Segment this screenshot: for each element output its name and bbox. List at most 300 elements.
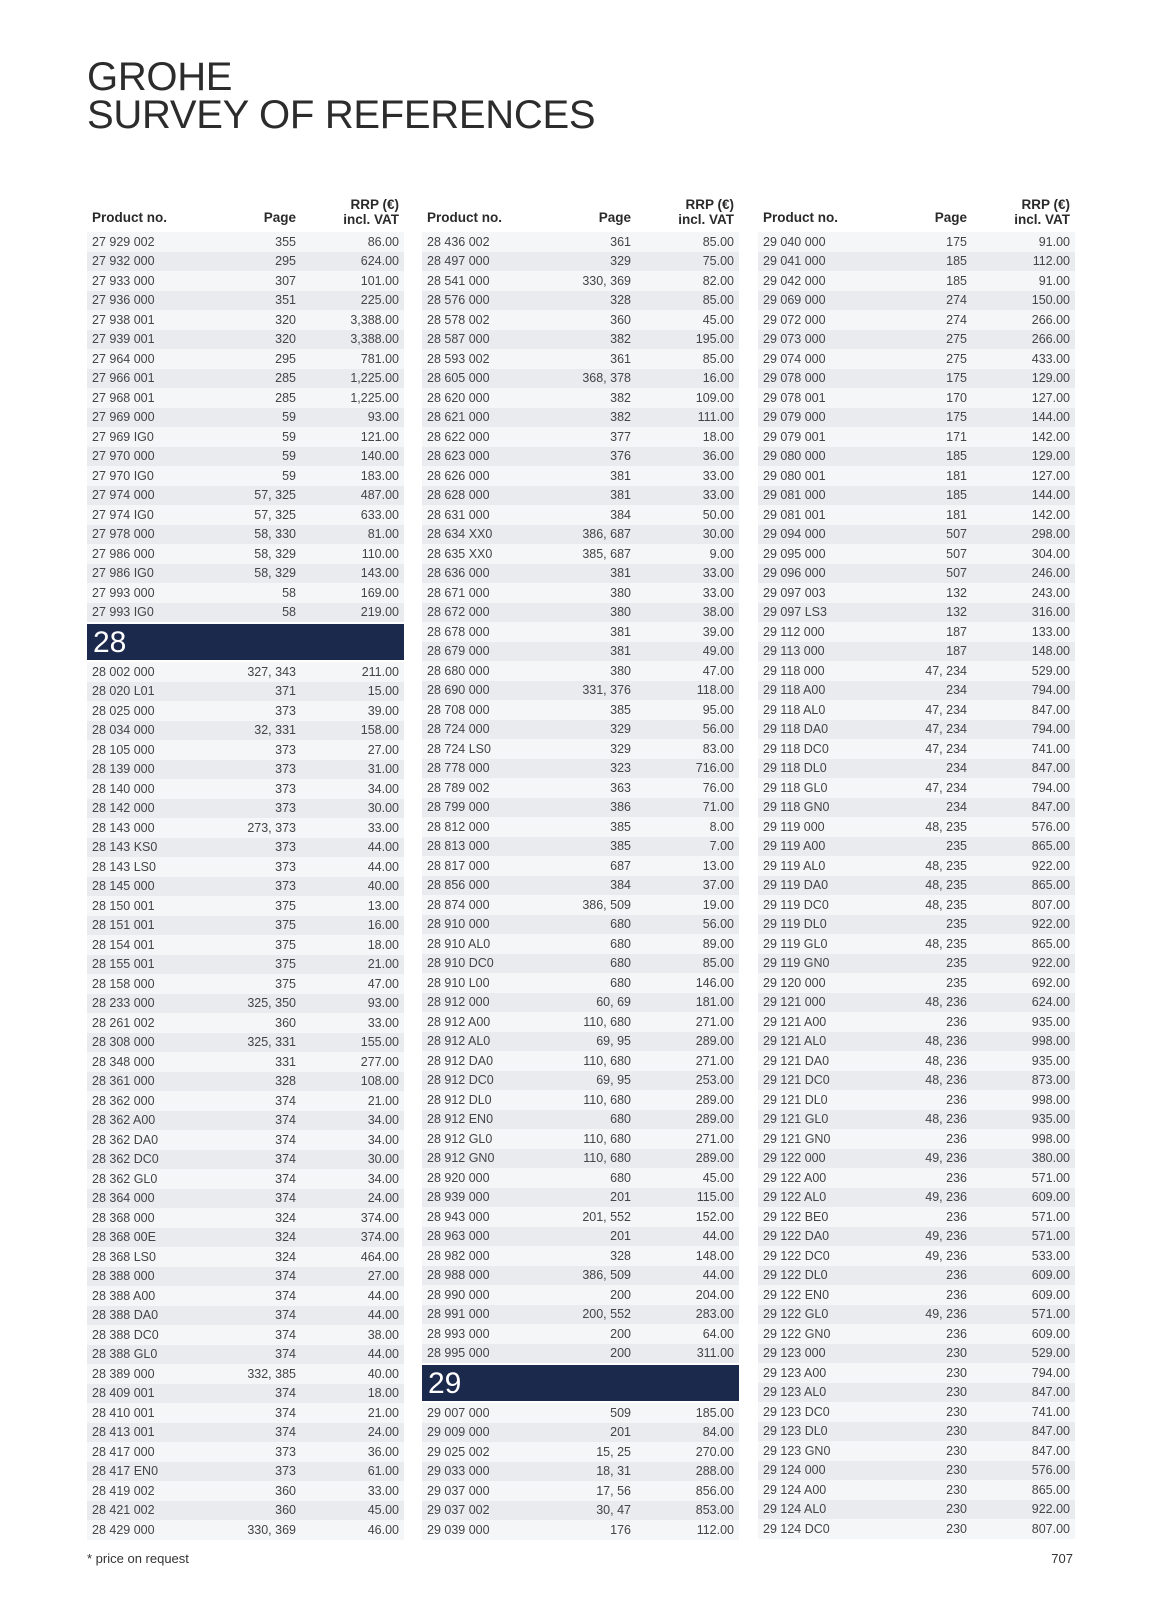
- product-no-cell: 29 122 DC0: [763, 1248, 830, 1263]
- page-cell: 275: [946, 351, 967, 366]
- page-cell: 48, 235: [925, 936, 967, 951]
- table-row: [87, 310, 404, 330]
- product-no-cell: 29 081 000: [763, 488, 826, 503]
- rrp-cell: 85.00: [702, 956, 734, 971]
- page-cell: 234: [946, 800, 967, 815]
- product-no-cell: 28 679 000: [427, 644, 490, 659]
- rrp-cell: 111.00: [697, 410, 734, 425]
- product-no-cell: 29 080 000: [763, 449, 826, 464]
- table-row: [422, 330, 739, 350]
- table-row: [87, 701, 404, 721]
- product-no-cell: 28 140 000: [92, 781, 155, 796]
- table-row: [422, 271, 739, 291]
- page-cell: 230: [946, 1482, 967, 1497]
- product-no-cell: 28 724 LS0: [427, 741, 491, 756]
- rrp-cell: 82.00: [702, 273, 734, 288]
- page-cell: 181: [946, 507, 967, 522]
- product-no-cell: 29 078 000: [763, 371, 826, 386]
- product-no-cell: 29 040 000: [763, 234, 826, 249]
- page-cell: 375: [275, 898, 296, 913]
- rrp-cell: 271.00: [695, 1053, 734, 1068]
- page-cell: 235: [946, 956, 967, 971]
- table-row: [87, 1189, 404, 1209]
- product-no-cell: 29 042 000: [763, 273, 826, 288]
- rrp-cell: 24.00: [367, 1425, 399, 1440]
- rrp-cell: 18.00: [702, 429, 734, 444]
- table-row: [422, 993, 739, 1013]
- page-cell: 273, 373: [247, 820, 296, 835]
- page-cell: 185: [946, 488, 967, 503]
- table-row: [758, 271, 1075, 291]
- product-no-cell: 29 007 000: [427, 1405, 490, 1420]
- product-no-cell: 29 122 EN0: [763, 1287, 830, 1302]
- page-cell: 375: [275, 918, 296, 933]
- product-no-cell: 29 073 000: [763, 332, 826, 347]
- product-no-cell: 29 123 GN0: [763, 1443, 831, 1458]
- rrp-cell: 873.00: [1031, 1073, 1070, 1088]
- rrp-cell: 33.00: [367, 1483, 399, 1498]
- rrp-cell: 75.00: [702, 254, 734, 269]
- page-cell: 385: [610, 819, 631, 834]
- page-cell: 274: [946, 293, 967, 308]
- table-row: [87, 1150, 404, 1170]
- rrp-cell: 609.00: [1031, 1326, 1070, 1341]
- product-no-cell: 28 410 001: [92, 1405, 155, 1420]
- page-cell: 373: [275, 703, 296, 718]
- page-cell: 235: [946, 975, 967, 990]
- product-no-cell: 29 037 000: [427, 1483, 490, 1498]
- rrp-cell: 865.00: [1031, 839, 1070, 854]
- page-cell: 386: [610, 800, 631, 815]
- product-no-cell: 28 308 000: [92, 1035, 155, 1050]
- product-no-cell: 28 912 GL0: [427, 1131, 493, 1146]
- page-cell: 385, 687: [582, 546, 631, 561]
- product-no-cell: 29 121 DA0: [763, 1053, 830, 1068]
- page-cell: 325, 350: [247, 996, 296, 1011]
- rrp-cell: 3,388.00: [350, 312, 399, 327]
- table-row: [422, 447, 739, 467]
- table-row: [758, 564, 1075, 584]
- header-rrp-line2: incl. VAT: [343, 212, 399, 227]
- product-no-cell: 28 939 000: [427, 1190, 490, 1205]
- rrp-cell: 998.00: [1031, 1131, 1070, 1146]
- page-cell: 181: [946, 468, 967, 483]
- product-no-cell: 29 118 000: [763, 663, 825, 678]
- rrp-cell: 270.00: [695, 1444, 734, 1459]
- rrp-cell: 935.00: [1031, 1112, 1070, 1127]
- product-no-cell: 28 910 L00: [427, 975, 490, 990]
- rrp-cell: 85.00: [702, 293, 734, 308]
- rrp-cell: 64.00: [702, 1326, 734, 1341]
- table-row: [422, 1188, 739, 1208]
- column-header: [87, 193, 404, 227]
- page-cell: 171: [946, 429, 967, 444]
- rrp-cell: 464.00: [360, 1249, 399, 1264]
- page-cell: 230: [946, 1424, 967, 1439]
- rrp-cell: 110.00: [361, 546, 399, 561]
- page-cell: 373: [275, 840, 296, 855]
- page-cell: 48, 236: [925, 995, 967, 1010]
- product-no-cell: 28 409 001: [92, 1386, 155, 1401]
- table-row: [758, 759, 1075, 779]
- rrp-cell: 487.00: [360, 488, 399, 503]
- table-row: [87, 1345, 404, 1365]
- table-row: [87, 1247, 404, 1267]
- page-cell: 381: [610, 644, 631, 659]
- product-no-cell: 29 094 000: [763, 527, 826, 542]
- page-cell: 361: [610, 351, 631, 366]
- table-row: [758, 1500, 1075, 1520]
- rrp-cell: 277.00: [360, 1054, 399, 1069]
- table-row: [758, 1383, 1075, 1403]
- rrp-cell: 624.00: [1031, 995, 1070, 1010]
- product-no-cell: 29 097 LS3: [763, 605, 827, 620]
- page-cell: 15, 25: [596, 1444, 631, 1459]
- product-no-cell: 28 621 000: [427, 410, 490, 425]
- table-row: [87, 877, 404, 897]
- table-row: [422, 720, 739, 740]
- table-row: [87, 682, 404, 702]
- table-row: [422, 973, 739, 993]
- page-cell: 49, 236: [925, 1190, 967, 1205]
- rrp-cell: 716.00: [695, 761, 734, 776]
- table-row: [758, 369, 1075, 389]
- table-row: [758, 427, 1075, 447]
- table-row: [422, 1423, 739, 1443]
- product-no-cell: 28 361 000: [92, 1074, 155, 1089]
- product-no-cell: 29 039 000: [427, 1522, 490, 1537]
- rrp-cell: 140.00: [360, 449, 399, 464]
- table-row: [758, 700, 1075, 720]
- rrp-cell: 46.00: [367, 1522, 399, 1537]
- product-no-cell: 28 874 000: [427, 897, 490, 912]
- rrp-cell: 47.00: [367, 976, 399, 991]
- table-row: [758, 1168, 1075, 1188]
- page-cell: 680: [610, 1170, 631, 1185]
- rrp-cell: 143.00: [360, 566, 399, 581]
- rrp-cell: 44.00: [367, 1308, 399, 1323]
- rrp-cell: 24.00: [367, 1191, 399, 1206]
- rrp-cell: 155.00: [360, 1035, 399, 1050]
- product-no-cell: 29 123 AL0: [763, 1385, 827, 1400]
- page-cell: 680: [610, 975, 631, 990]
- page-cell: 175: [946, 371, 967, 386]
- page-cell: 187: [946, 624, 967, 639]
- page-cell: 236: [946, 1326, 967, 1341]
- page-cell: 47, 234: [925, 741, 967, 756]
- rrp-cell: 633.00: [360, 507, 399, 522]
- page-cell: 328: [275, 1074, 296, 1089]
- product-no-cell: 29 037 002: [427, 1503, 490, 1518]
- product-no-cell: 28 388 GL0: [92, 1347, 158, 1362]
- table-row: [758, 408, 1075, 428]
- table-row: [87, 466, 404, 486]
- page-cell: 47, 234: [925, 663, 967, 678]
- page-cell: 384: [610, 507, 631, 522]
- product-no-cell: 29 119 A00: [763, 839, 826, 854]
- table-row: [758, 856, 1075, 876]
- product-no-cell: 29 119 000: [763, 819, 825, 834]
- product-no-cell: 29 069 000: [763, 293, 826, 308]
- table-row: [87, 1520, 404, 1540]
- rrp-cell: 935.00: [1031, 1053, 1070, 1068]
- page-cell: 48, 235: [925, 897, 967, 912]
- rrp-cell: 1,225.00: [350, 390, 399, 405]
- rrp-cell: 271.00: [695, 1131, 734, 1146]
- page-cell: 274: [946, 312, 967, 327]
- product-no-cell: 28 678 000: [427, 624, 490, 639]
- product-no-cell: 29 122 GL0: [763, 1307, 829, 1322]
- product-no-cell: 27 974 IG0: [92, 507, 154, 522]
- product-no-cell: 28 620 000: [427, 390, 490, 405]
- table-row: [87, 525, 404, 545]
- product-no-cell: 27 969 IG0: [92, 429, 154, 444]
- page-cell: 110, 680: [583, 1151, 631, 1166]
- header-rrp-line2: incl. VAT: [678, 212, 734, 227]
- header-rrp-line2: incl. VAT: [1014, 212, 1070, 227]
- table-row: [758, 681, 1075, 701]
- product-no-cell: 29 118 DC0: [763, 741, 829, 756]
- page-cell: 363: [610, 780, 631, 795]
- product-no-cell: 28 628 000: [427, 488, 490, 503]
- product-no-cell: 29 124 A00: [763, 1482, 827, 1497]
- rrp-cell: 211.00: [361, 664, 399, 679]
- rrp-cell: 127.00: [1031, 468, 1070, 483]
- table-row: [87, 232, 404, 252]
- product-no-cell: 29 123 000: [763, 1346, 826, 1361]
- rrp-cell: 133.00: [1031, 624, 1070, 639]
- rrp-cell: 253.00: [695, 1073, 734, 1088]
- product-no-cell: 29 124 AL0: [763, 1502, 827, 1517]
- rrp-cell: 27.00: [367, 742, 399, 757]
- rrp-cell: 33.00: [702, 488, 734, 503]
- header-rrp: [296, 197, 404, 227]
- product-no-cell: 28 789 002: [427, 780, 490, 795]
- page-cell: 170: [946, 390, 967, 405]
- page-cell: 285: [275, 371, 296, 386]
- header-page: Page: [598, 210, 631, 225]
- table-row: [422, 817, 739, 837]
- rrp-cell: 8.00: [709, 819, 734, 834]
- table-row: [87, 721, 404, 741]
- page-cell: 687: [610, 858, 631, 873]
- page-cell: 32, 331: [254, 723, 296, 738]
- product-no-cell: 28 143 LS0: [92, 859, 156, 874]
- rrp-cell: 624.00: [360, 254, 399, 269]
- product-no-cell: 29 118 DL0: [763, 761, 827, 776]
- product-no-cell: 28 910 000: [427, 917, 490, 932]
- rrp-cell: 998.00: [1031, 1034, 1070, 1049]
- product-no-cell: 29 080 001: [763, 468, 826, 483]
- section-heading: 28: [87, 624, 404, 660]
- rrp-cell: 47.00: [702, 663, 734, 678]
- table-row: [87, 1072, 404, 1092]
- table-row: [87, 1306, 404, 1326]
- product-no-cell: 28 912 000: [427, 995, 490, 1010]
- table-row: [422, 1110, 739, 1130]
- page-cell: 361: [610, 234, 631, 249]
- product-no-cell: 28 995 000: [427, 1346, 490, 1361]
- rrp-cell: 21.00: [367, 1405, 399, 1420]
- rrp-cell: 922.00: [1031, 956, 1070, 971]
- table-row: [758, 993, 1075, 1013]
- page-cell: 324: [275, 1249, 296, 1264]
- page-cell: 236: [946, 1014, 967, 1029]
- table-row: [758, 1305, 1075, 1325]
- product-no-cell: 28 388 DC0: [92, 1327, 159, 1342]
- page-cell: 201, 552: [582, 1209, 631, 1224]
- rrp-cell: 21.00: [367, 957, 399, 972]
- table-row: [422, 778, 739, 798]
- table-row: [87, 330, 404, 350]
- rrp-cell: 847.00: [1031, 702, 1070, 717]
- table-row: [758, 1051, 1075, 1071]
- page-cell: 507: [946, 566, 967, 581]
- rrp-cell: 148.00: [695, 1248, 734, 1263]
- product-no-cell: 28 778 000: [427, 761, 490, 776]
- page-cell: 295: [275, 351, 296, 366]
- rrp-cell: 219.00: [360, 605, 399, 620]
- rrp-cell: 529.00: [1031, 1346, 1070, 1361]
- rrp-cell: 847.00: [1031, 1443, 1070, 1458]
- rrp-cell: 865.00: [1031, 1482, 1070, 1497]
- rrp-cell: 95.00: [702, 702, 734, 717]
- rrp-cell: 45.00: [702, 312, 734, 327]
- page-cell: 360: [610, 312, 631, 327]
- table-row: [87, 1481, 404, 1501]
- rrp-cell: 289.00: [695, 1092, 734, 1107]
- rrp-cell: 44.00: [367, 1347, 399, 1362]
- rrp-cell: 142.00: [1031, 429, 1070, 444]
- product-no-cell: 28 910 AL0: [427, 936, 491, 951]
- product-no-cell: 27 970 000: [92, 449, 155, 464]
- rrp-cell: 533.00: [1031, 1248, 1070, 1263]
- product-no-cell: 29 119 DL0: [763, 917, 827, 932]
- table-row: [87, 271, 404, 291]
- product-no-cell: 27 933 000: [92, 273, 155, 288]
- rrp-cell: 204.00: [695, 1287, 734, 1302]
- table-row: [758, 603, 1075, 623]
- rrp-cell: 33.00: [702, 468, 734, 483]
- rrp-cell: 609.00: [1031, 1190, 1070, 1205]
- product-no-cell: 28 143 000: [92, 820, 155, 835]
- table-row: [758, 525, 1075, 545]
- product-no-cell: 28 812 000: [427, 819, 490, 834]
- product-no-cell: 29 121 GL0: [763, 1112, 829, 1127]
- product-no-cell: 29 124 000: [763, 1463, 826, 1478]
- product-no-cell: 29 009 000: [427, 1425, 490, 1440]
- rrp-cell: 311.00: [696, 1346, 734, 1361]
- table-row: [422, 798, 739, 818]
- page-cell: 234: [946, 761, 967, 776]
- table-row: [87, 857, 404, 877]
- rrp-cell: 1,225.00: [350, 371, 399, 386]
- table-row: [758, 1480, 1075, 1500]
- header-rrp: [967, 197, 1075, 227]
- product-no-cell: 28 672 000: [427, 605, 490, 620]
- product-no-cell: 29 121 000: [763, 995, 826, 1010]
- rrp-cell: 44.00: [367, 1288, 399, 1303]
- header-rrp: [631, 197, 739, 227]
- page-cell: 374: [275, 1191, 296, 1206]
- page-cell: 374: [275, 1386, 296, 1401]
- page-cell: 331, 376: [582, 683, 631, 698]
- page-title: [87, 55, 596, 137]
- rrp-cell: 56.00: [702, 917, 734, 932]
- table-row: [758, 817, 1075, 837]
- product-no-cell: 29 112 000: [763, 624, 825, 639]
- rrp-cell: 571.00: [1031, 1229, 1070, 1244]
- product-no-cell: 28 362 DA0: [92, 1132, 159, 1147]
- page-cell: 110, 680: [583, 1131, 631, 1146]
- rrp-cell: 181.00: [695, 995, 734, 1010]
- table-row: [87, 564, 404, 584]
- page-cell: 230: [946, 1385, 967, 1400]
- rrp-cell: 21.00: [367, 1093, 399, 1108]
- table-row: [87, 1013, 404, 1033]
- page-cell: 176: [610, 1522, 631, 1537]
- rrp-cell: 18.00: [367, 1386, 399, 1401]
- page-cell: 374: [275, 1327, 296, 1342]
- product-no-cell: 28 912 EN0: [427, 1112, 494, 1127]
- page-cell: 201: [610, 1190, 631, 1205]
- page-cell: 230: [946, 1346, 967, 1361]
- page-cell: 386, 509: [582, 897, 631, 912]
- rrp-cell: 152.00: [695, 1209, 734, 1224]
- page-cell: 187: [946, 644, 967, 659]
- product-no-cell: 29 033 000: [427, 1464, 490, 1479]
- row-group: [758, 232, 1075, 1539]
- table-row: [87, 1423, 404, 1443]
- product-no-cell: 29 074 000: [763, 351, 826, 366]
- table-row: [87, 935, 404, 955]
- page-cell: 328: [610, 1248, 631, 1263]
- table-row: [422, 1501, 739, 1521]
- rrp-cell: 101.00: [360, 273, 399, 288]
- page-cell: 507: [946, 527, 967, 542]
- table-row: [758, 1285, 1075, 1305]
- product-no-cell: 28 635 XX0: [427, 546, 493, 561]
- table-row: [758, 1344, 1075, 1364]
- page-cell: 324: [275, 1210, 296, 1225]
- table-row: [758, 505, 1075, 525]
- column-header: [758, 193, 1075, 227]
- table-row: [87, 779, 404, 799]
- page-cell: 234: [946, 683, 967, 698]
- page-cell: 47, 234: [925, 722, 967, 737]
- rrp-cell: 44.00: [367, 840, 399, 855]
- product-no-cell: 29 072 000: [763, 312, 826, 327]
- rrp-cell: 36.00: [702, 449, 734, 464]
- page-cell: 185: [946, 273, 967, 288]
- page-cell: 48, 235: [925, 858, 967, 873]
- rrp-cell: 807.00: [1031, 1521, 1070, 1536]
- product-no-cell: 28 002 000: [92, 664, 155, 679]
- row-group: [422, 232, 739, 1363]
- page-cell: 380: [610, 585, 631, 600]
- page-cell: 230: [946, 1521, 967, 1536]
- rrp-cell: 847.00: [1031, 1385, 1070, 1400]
- page-cell: 17, 56: [596, 1483, 631, 1498]
- product-no-cell: 28 362 GL0: [92, 1171, 158, 1186]
- page-cell: 307: [275, 273, 296, 288]
- page-cell: 375: [275, 937, 296, 952]
- rrp-cell: 146.00: [695, 975, 734, 990]
- product-no-cell: 28 631 000: [427, 507, 490, 522]
- footnote: * price on request: [87, 1551, 189, 1566]
- product-no-cell: 28 636 000: [427, 566, 490, 581]
- rrp-cell: 30.00: [367, 801, 399, 816]
